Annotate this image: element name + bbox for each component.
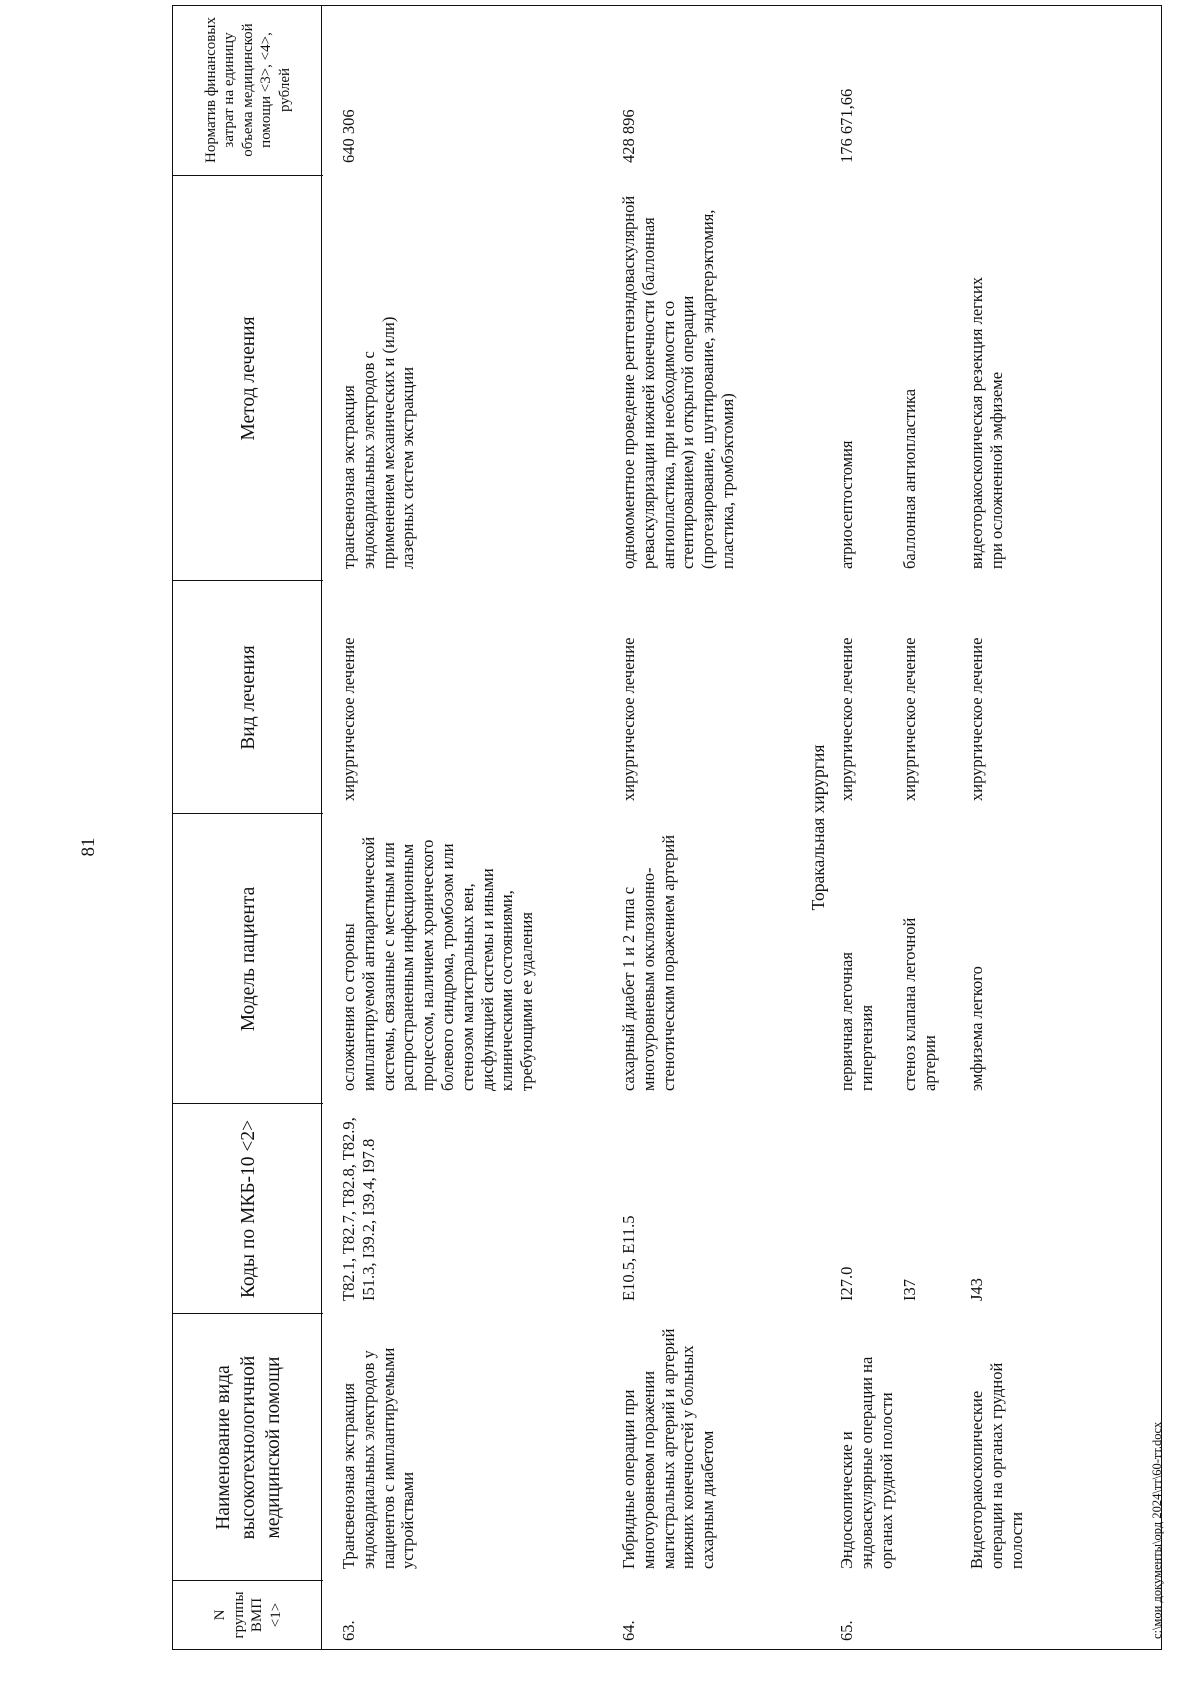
section-title: Торакальная хирургия [808,744,828,911]
page-number: 81 [78,837,99,857]
header-group-number: N группы ВМП <1> [212,1591,284,1639]
group-number: 65. [837,1620,856,1641]
icd-codes: E10.5, E11.5 [619,1215,638,1301]
treatment-method: баллонная ангиопластика [900,388,919,569]
vmp-name: Эндоскопические и эндоваскулярные операции на органах грудной полости [837,1356,896,1569]
column-divider [173,1580,323,1581]
treatment-method: одномоментное проведение рентгенэндоваскулярной реваскуляризации нижней конечности (баллонная ангиопластика, при необходимости со стентированием) и открытой операции (протезирование, шунтирование, эндартерэктомия, пластика, тромбэктомия) [619,195,737,569]
patient-model: первичная легочная гипертензия [837,952,876,1091]
column-divider [173,813,323,814]
treatment-method: видеоторакоскопическая резекция легких при осложненной эмфиземе [967,276,1006,569]
icd-codes: I27.0 [837,1266,856,1301]
treatment-type: хирургическое лечение [967,637,986,801]
column-divider [173,175,323,176]
patient-model: эмфизема легкого [967,966,986,1091]
patient-model: стеноз клапана легочной артерии [900,917,939,1091]
treatment-method: трансвенозная экстракция эндокардиальных электродов с применением механических и (или) лазерных систем экстракции [339,316,418,569]
treatment-type: хирургическое лечение [619,637,638,801]
patient-model: сахарный диабет 1 и 2 типа с многоуровневым окклюзионно-стенотическим поражением артерий [619,834,678,1091]
vmp-name: Трансвенозная экстракция эндокардиальных электродов у пациентов с имплантируемыми устройствами [339,1347,418,1569]
header-vmp-name: Наименование вида высокотехнологичной медицинской помощи [212,1355,284,1540]
icd-codes: T82.1, T82.7, T82.8, T82.9, I51.3, I39.2, I39.4, I97.8 [339,1117,378,1301]
icd-codes: I37 [900,1279,919,1301]
treatment-type: хирургическое лечение [900,637,919,801]
file-path-footer: c:\мои документы\орд 2024\тт\60-тт.docx [1150,1421,1164,1639]
header-treatment-type: Вид лечения [237,645,259,750]
vmp-name: Гибридные операции при многоуровневом поражении магистральных артерий и артерий нижних конечностей у больных сахарным диабетом [619,1328,718,1569]
vmp-name: Видеоторакоскопические операции на органах грудной полости [967,1362,1026,1569]
table-header-row [172,6,322,1649]
cost-norm: 640 306 [339,109,358,163]
group-number: 63. [339,1620,358,1641]
treatment-type: хирургическое лечение [339,637,358,801]
icd-codes: J43 [967,1278,986,1301]
cost-norm: 176 671,66 [837,88,856,163]
treatment-method: атриосептостомия [837,440,856,569]
column-divider [173,1313,323,1314]
group-number: 64. [619,1620,638,1641]
header-patient-model: Модель пациента [237,886,259,1032]
header-icd-codes: Коды по МКБ-10 <2> [237,1119,259,1299]
patient-model: осложнения со стороны имплантируемой антиаритмической системы, связанные с местным или распространенным инфекционным процессом, наличием хронического болевого синдрома, тромбозом или стенозом магистральных вен, дисфункцией системы и иными клиническими состояниями, требующими ее удаления [339,836,537,1091]
column-divider [173,1103,323,1104]
vmp-table [172,5,1162,1650]
header-cost-norm: Норматив финансовых затрат на единицу объема медицинской помощи <3>, <4>, рублей [202,17,293,163]
column-divider [173,580,323,581]
cost-norm: 428 896 [619,109,638,163]
header-treatment-method: Метод лечения [237,316,259,441]
treatment-type: хирургическое лечение [837,637,856,801]
